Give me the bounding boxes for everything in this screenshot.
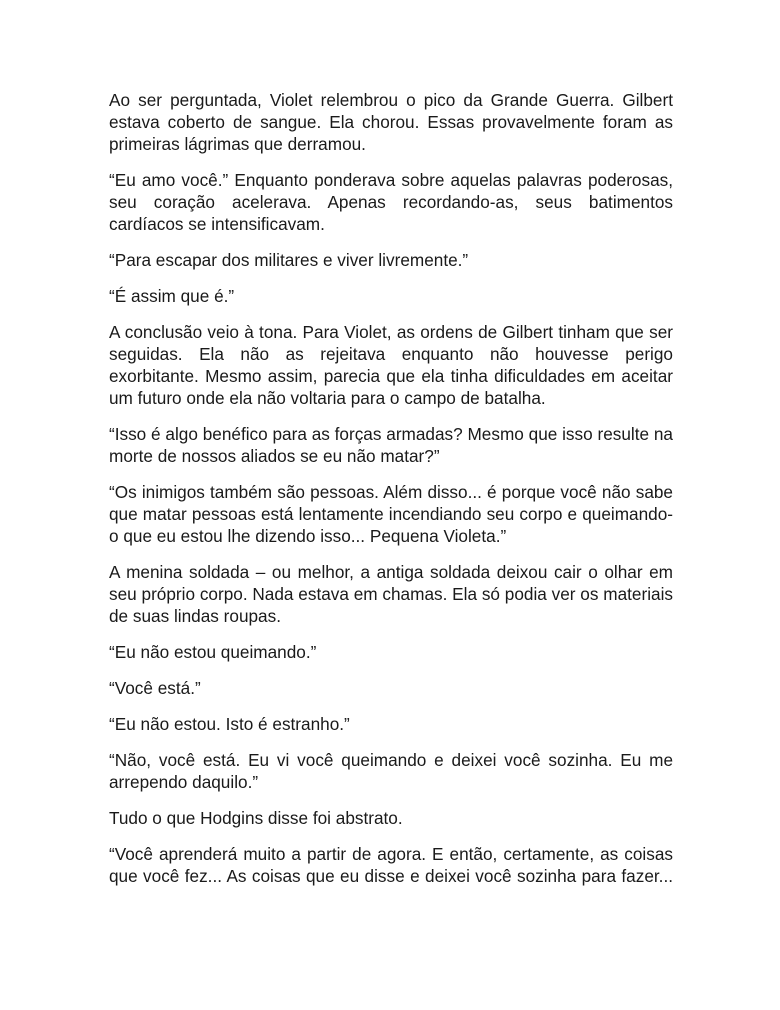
paragraph: “Você está.” xyxy=(109,678,201,698)
paragraph: “Eu amo você.” Enquanto ponderava sobre aquelas palavras poderosas, seu coração acelerava. Apenas recordando-as, seus batimentos cardíacos se intensificavam. xyxy=(109,170,673,234)
paragraph: “Eu não estou queimando.” xyxy=(109,642,317,662)
paragraph: “É assim que é.” xyxy=(109,286,235,306)
paragraph: “Você aprenderá muito a partir de agora. E então, certamente, as coisas que você fez... As coisas que eu disse e deixei você sozinha para fazer... xyxy=(109,844,673,886)
paragraph: Tudo o que Hodgins disse foi abstrato. xyxy=(109,808,403,828)
paragraph: “Para escapar dos militares e viver livremente.” xyxy=(109,250,469,270)
paragraph: Ao ser perguntada, Violet relembrou o pico da Grande Guerra. Gilbert estava coberto de sangue. Ela chorou. Essas provavelmente foram as primeiras lágrimas que derramou. xyxy=(109,90,673,154)
paragraph: “Eu não estou. Isto é estranho.” xyxy=(109,714,350,734)
paragraph: A menina soldada – ou melhor, a antiga soldada deixou cair o olhar em seu próprio corpo. Nada estava em chamas. Ela só podia ver os materiais de suas lindas roupas. xyxy=(109,562,673,626)
document-page xyxy=(109,89,673,901)
paragraph: A conclusão veio à tona. Para Violet, as ordens de Gilbert tinham que ser seguidas. Ela não as rejeitava enquanto não houvesse perigo exorbitante. Mesmo assim, parecia que ela tinha dificuldades em aceitar um futuro onde ela não voltaria para o campo de batalha. xyxy=(109,322,673,408)
paragraph: “Os inimigos também são pessoas. Além disso... é porque você não sabe que matar pessoas está lentamente incendiando seu corpo e queimando-o que eu estou lhe dizendo isso... Pequena Violeta.” xyxy=(109,482,673,546)
paragraph: “Isso é algo benéfico para as forças armadas? Mesmo que isso resulte na morte de nossos aliados se eu não matar?” xyxy=(109,424,673,466)
paragraph: “Não, você está. Eu vi você queimando e deixei você sozinha. Eu me arrependo daquilo.” xyxy=(109,750,673,792)
